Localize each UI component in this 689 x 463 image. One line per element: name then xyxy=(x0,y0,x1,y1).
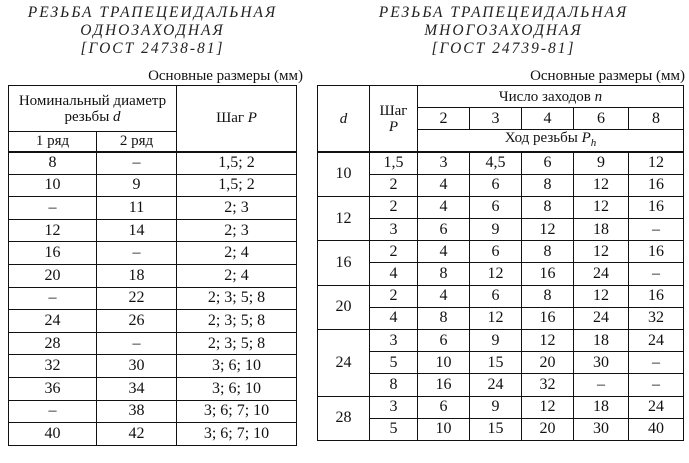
d-header: d xyxy=(318,86,370,153)
diameter-row2-cell: – xyxy=(97,152,177,175)
lead-cell: 8 xyxy=(418,263,470,285)
table-row xyxy=(318,307,684,329)
lead-cell: 4 xyxy=(418,285,470,307)
lead-cell: 16 xyxy=(629,285,684,307)
lead-cell: 12 xyxy=(574,285,629,307)
pitch-cell: 2; 3 xyxy=(177,197,297,220)
lead-cell: 30 xyxy=(574,418,629,440)
diameter-row2-cell: 14 xyxy=(97,219,177,242)
nominal-diameter-header xyxy=(9,86,177,132)
left-caption: Основные размеры (мм) xyxy=(148,68,303,84)
table-row xyxy=(9,310,297,333)
table-row xyxy=(9,219,297,242)
lead-cell: 8 xyxy=(522,285,574,307)
diameter-row1-cell: 10 xyxy=(9,174,97,197)
pitch-cell: 2; 3 xyxy=(177,219,297,242)
pitch-symbol: P xyxy=(247,110,257,127)
lead-cell: 12 xyxy=(470,307,522,329)
diameter-row2-cell: 42 xyxy=(97,423,177,446)
starts-symbol: n xyxy=(594,88,603,105)
pitch-cell: 3; 6; 7; 10 xyxy=(177,400,297,423)
diameter-row1-cell: 36 xyxy=(9,377,97,400)
lead-cell: 6 xyxy=(470,241,522,263)
diameter-row1-cell: – xyxy=(9,287,97,310)
lead-cell: 9 xyxy=(470,330,522,352)
pitch-cell: 2; 4 xyxy=(177,242,297,265)
lead-cell: 18 xyxy=(574,396,629,418)
lead-cell: 4 xyxy=(418,241,470,263)
lead-cell: 6 xyxy=(522,152,574,174)
diameter-row2-cell: 18 xyxy=(97,264,177,287)
starts-value-header: 8 xyxy=(629,108,684,130)
single-start-table xyxy=(8,85,297,446)
lead-cell: 8 xyxy=(522,174,574,196)
left-title-line: РЕЗЬБА ТРАПЕЦЕИДАЛЬНАЯ xyxy=(27,4,278,21)
right-title-line: МНОГОЗАХОДНАЯ xyxy=(424,22,583,39)
lead-cell: 6 xyxy=(418,219,470,241)
pitch-cell: 2; 3; 5; 8 xyxy=(177,332,297,355)
lead-cell: 8 xyxy=(418,307,470,329)
row2-header: 2 ряд xyxy=(97,132,177,152)
diameter-cell: 24 xyxy=(318,330,370,397)
pitch-cell: 2 xyxy=(370,285,418,307)
diameter-row1-cell: 12 xyxy=(9,219,97,242)
diameter-row1-cell: 24 xyxy=(9,310,97,333)
left-title xyxy=(0,4,305,58)
pitch-cell: 3; 6; 10 xyxy=(177,377,297,400)
lead-cell: 20 xyxy=(522,352,574,374)
lead-cell: 30 xyxy=(574,352,629,374)
pitch-cell: 5 xyxy=(370,352,418,374)
pitch-cell: 8 xyxy=(370,374,418,396)
pitch-cell: 2 xyxy=(370,174,418,196)
right-title-line: РЕЗЬБА ТРАПЕЦЕИДАЛЬНАЯ xyxy=(378,4,629,21)
lead-cell: 24 xyxy=(574,263,629,285)
lead-cell: 16 xyxy=(522,307,574,329)
diameter-row2-cell: 22 xyxy=(97,287,177,310)
lead-cell: 6 xyxy=(418,330,470,352)
table-row xyxy=(318,152,684,174)
table-row xyxy=(318,196,684,218)
table-row xyxy=(9,197,297,220)
starts-header xyxy=(418,86,684,108)
diameter-row1-cell: 40 xyxy=(9,423,97,446)
table-row xyxy=(318,219,684,241)
table-row xyxy=(9,423,297,446)
table-row xyxy=(318,352,684,374)
diameter-row2-cell: – xyxy=(97,332,177,355)
pitch-cell: 2; 3; 5; 8 xyxy=(177,287,297,310)
table-row xyxy=(9,152,297,175)
lead-label: Ход резьбы xyxy=(504,130,578,146)
table-row xyxy=(9,287,297,310)
table-row xyxy=(318,418,684,440)
pitch-cell: 3 xyxy=(370,219,418,241)
diameter-row1-cell: 28 xyxy=(9,332,97,355)
lead-cell: 10 xyxy=(418,418,470,440)
table-row xyxy=(318,285,684,307)
lead-cell: 12 xyxy=(470,263,522,285)
lead-cell: 6 xyxy=(418,396,470,418)
lead-cell: 12 xyxy=(629,152,684,174)
lead-cell: 24 xyxy=(629,330,684,352)
lead-cell: 6 xyxy=(470,285,522,307)
lead-symbol: P xyxy=(581,130,591,146)
table-row xyxy=(318,263,684,285)
lead-cell: – xyxy=(629,352,684,374)
pitch-cell: 3 xyxy=(370,396,418,418)
diameter-row1-cell: 32 xyxy=(9,355,97,378)
diameter-row2-cell: 34 xyxy=(97,377,177,400)
diameter-row2-cell: 38 xyxy=(97,400,177,423)
table-row xyxy=(318,330,684,352)
lead-cell: – xyxy=(629,374,684,396)
lead-cell: 20 xyxy=(522,418,574,440)
lead-cell: 16 xyxy=(522,263,574,285)
lead-cell: 12 xyxy=(574,196,629,218)
pitch-cell: 2 xyxy=(370,241,418,263)
lead-cell: – xyxy=(629,263,684,285)
table-row xyxy=(9,355,297,378)
diameter-cell: 10 xyxy=(318,152,370,196)
lead-cell: 4,5 xyxy=(470,152,522,174)
lead-header xyxy=(418,130,684,153)
lead-cell: 32 xyxy=(522,374,574,396)
lead-cell: – xyxy=(629,219,684,241)
row1-header: 1 ряд xyxy=(9,132,97,152)
starts-label: Число заходов xyxy=(498,88,591,105)
pitch-label: Шаг xyxy=(216,110,245,127)
nominal-diameter-label: Номинальный диаметр резьбы xyxy=(18,92,167,125)
left-title-line: ОДНОЗАХОДНАЯ xyxy=(80,22,225,39)
diameter-cell: 20 xyxy=(318,285,370,329)
lead-cell: 15 xyxy=(470,418,522,440)
starts-value-header: 6 xyxy=(574,108,629,130)
diameter-row2-cell: – xyxy=(97,242,177,265)
starts-value-header: 2 xyxy=(418,108,470,130)
lead-cell: 12 xyxy=(574,241,629,263)
lead-cell: 12 xyxy=(574,174,629,196)
table-row xyxy=(318,396,684,418)
pitch-cell: 3; 6; 7; 10 xyxy=(177,423,297,446)
lead-cell: 16 xyxy=(629,174,684,196)
lead-cell: 24 xyxy=(470,374,522,396)
lead-cell: 8 xyxy=(522,241,574,263)
left-title-line: [ГОСТ 24738-81] xyxy=(80,40,225,57)
pitch-cell: 1,5 xyxy=(370,152,418,174)
pitch-cell: 4 xyxy=(370,263,418,285)
lead-cell: 18 xyxy=(574,219,629,241)
diameter-row1-cell: 8 xyxy=(9,152,97,175)
lead-cell: 40 xyxy=(629,418,684,440)
lead-cell: 3 xyxy=(418,152,470,174)
pitch-cell: 5 xyxy=(370,418,418,440)
lead-cell: 8 xyxy=(522,196,574,218)
pitch-header xyxy=(177,86,297,152)
lead-cell: 24 xyxy=(629,396,684,418)
lead-cell: 10 xyxy=(418,352,470,374)
lead-cell: 12 xyxy=(522,396,574,418)
diameter-row2-cell: 9 xyxy=(97,174,177,197)
pitch-header xyxy=(370,86,418,153)
lead-cell: 16 xyxy=(629,241,684,263)
table-row xyxy=(9,264,297,287)
pitch-cell: 3 xyxy=(370,330,418,352)
lead-cell: 6 xyxy=(470,196,522,218)
lead-cell: 9 xyxy=(470,219,522,241)
lead-subscript: h xyxy=(590,137,597,149)
lead-cell: 4 xyxy=(418,174,470,196)
diameter-cell: 16 xyxy=(318,241,370,285)
starts-value-header: 4 xyxy=(522,108,574,130)
pitch-cell: 3; 6; 10 xyxy=(177,355,297,378)
lead-cell: 12 xyxy=(522,219,574,241)
right-caption: Основные размеры (мм) xyxy=(530,68,685,84)
table-row xyxy=(318,241,684,263)
diameter-row1-cell: – xyxy=(9,400,97,423)
lead-cell: 6 xyxy=(470,174,522,196)
diameter-row1-cell: – xyxy=(9,197,97,220)
table-row xyxy=(9,242,297,265)
table-row xyxy=(9,174,297,197)
lead-cell: 16 xyxy=(418,374,470,396)
pitch-cell: 1,5; 2 xyxy=(177,174,297,197)
lead-cell: 9 xyxy=(574,152,629,174)
table-row xyxy=(9,332,297,355)
right-title xyxy=(318,4,689,58)
multi-start-table xyxy=(317,85,684,441)
table-row xyxy=(318,374,684,396)
diameter-row2-cell: 30 xyxy=(97,355,177,378)
diameter-row1-cell: 20 xyxy=(9,264,97,287)
table-row xyxy=(318,174,684,196)
lead-cell: 4 xyxy=(418,196,470,218)
pitch-cell: 2; 3; 5; 8 xyxy=(177,310,297,333)
table-row xyxy=(9,400,297,423)
pitch-cell: 2 xyxy=(370,196,418,218)
lead-cell: 24 xyxy=(574,307,629,329)
lead-cell: 16 xyxy=(629,196,684,218)
pitch-cell: 4 xyxy=(370,307,418,329)
pitch-cell: 1,5; 2 xyxy=(177,152,297,175)
pitch-label: Шаг xyxy=(379,102,408,119)
lead-cell: 32 xyxy=(629,307,684,329)
nominal-diameter-symbol: d xyxy=(113,108,121,125)
lead-cell: 12 xyxy=(522,330,574,352)
table-row xyxy=(9,377,297,400)
pitch-symbol: P xyxy=(388,118,399,135)
lead-cell: – xyxy=(574,374,629,396)
diameter-row2-cell: 11 xyxy=(97,197,177,220)
diameter-row1-cell: 16 xyxy=(9,242,97,265)
diameter-cell: 28 xyxy=(318,396,370,440)
lead-cell: 15 xyxy=(470,352,522,374)
lead-cell: 9 xyxy=(470,396,522,418)
right-title-line: [ГОСТ 24739-81] xyxy=(431,40,576,57)
starts-value-header: 3 xyxy=(470,108,522,130)
pitch-cell: 2; 4 xyxy=(177,264,297,287)
diameter-cell: 12 xyxy=(318,196,370,240)
diameter-row2-cell: 26 xyxy=(97,310,177,333)
lead-cell: 18 xyxy=(574,330,629,352)
